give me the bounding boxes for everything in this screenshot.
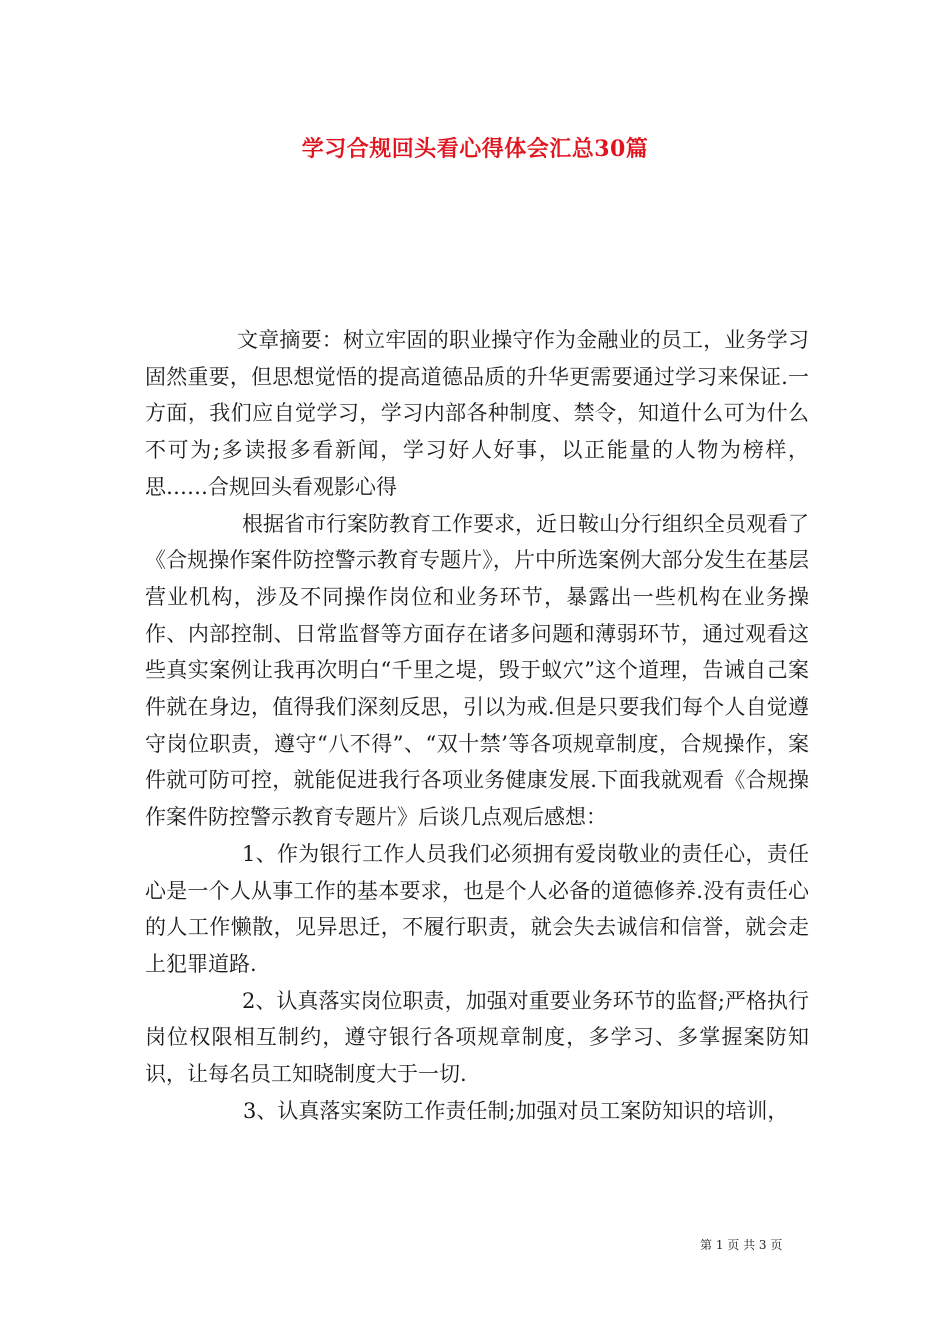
- body-paragraph: 1、作为银行工作人员我们必须拥有爱岗敬业的责任心，责任心是一个人从事工作的基本要求，也是个人必备的道德修养.没有责任心的人工作懒散，见异思迁，不履行职责，就会失去诚信和信誉，就会走上犯罪道路.: [145, 841, 809, 976]
- body-paragraph: 根据省市行案防教育工作要求，近日鞍山分行组织全员观看了《合规操作案件防控警示教育专题片》，片中所选案例大部分发生在基层营业机构，涉及不同操作岗位和业务环节，暴露出一些机构在业务操作、内部控制、日常监督等方面存在诸多问题和薄弱环节，通过观看这些真实案例让我再次明白“千里之堤，毁于蚁穴”这个道理，告诫自己案件就在身边，值得我们深刻反思，引以为戒.但是只要我们每个人自觉遵守岗位职责，遵守“八不得”、“双十禁’等各项规章制度，合规操作，案件就可防可控，就能促进我行各项业务健康发展.下面我就观看《合规操作案件防控警示教育专题片》后谈几点观后感想：: [145, 511, 809, 830]
- page-footer: 第 1 页 共 3 页: [700, 1238, 783, 1252]
- body-paragraph: 3、认真落实案防工作责任制;加强对员工案防知识的培训，: [243, 1098, 789, 1123]
- document-title: 学习合规回头看心得体会汇总30篇: [301, 136, 649, 162]
- body-paragraph: 2、认真落实岗位职责，加强对重要业务环节的监督;严格执行岗位权限相互制约，遵守银行各项规章制度，多学习、多掌握案防知识，让每名员工知晓制度大于一切.: [145, 988, 809, 1087]
- document-body: [145, 322, 809, 1129]
- abstract-paragraph: 文章摘要：树立牢固的职业操守作为金融业的员工，业务学习固然重要，但思想觉悟的提高道德品质的升华更需要通过学习来保证.一方面，我们应自觉学习，学习内部各种制度、禁令，知道什么可为什么不可为;多读报多看新闻，学习好人好事，以正能量的人物为榜样，思……合规回头看观影心得: [145, 328, 809, 499]
